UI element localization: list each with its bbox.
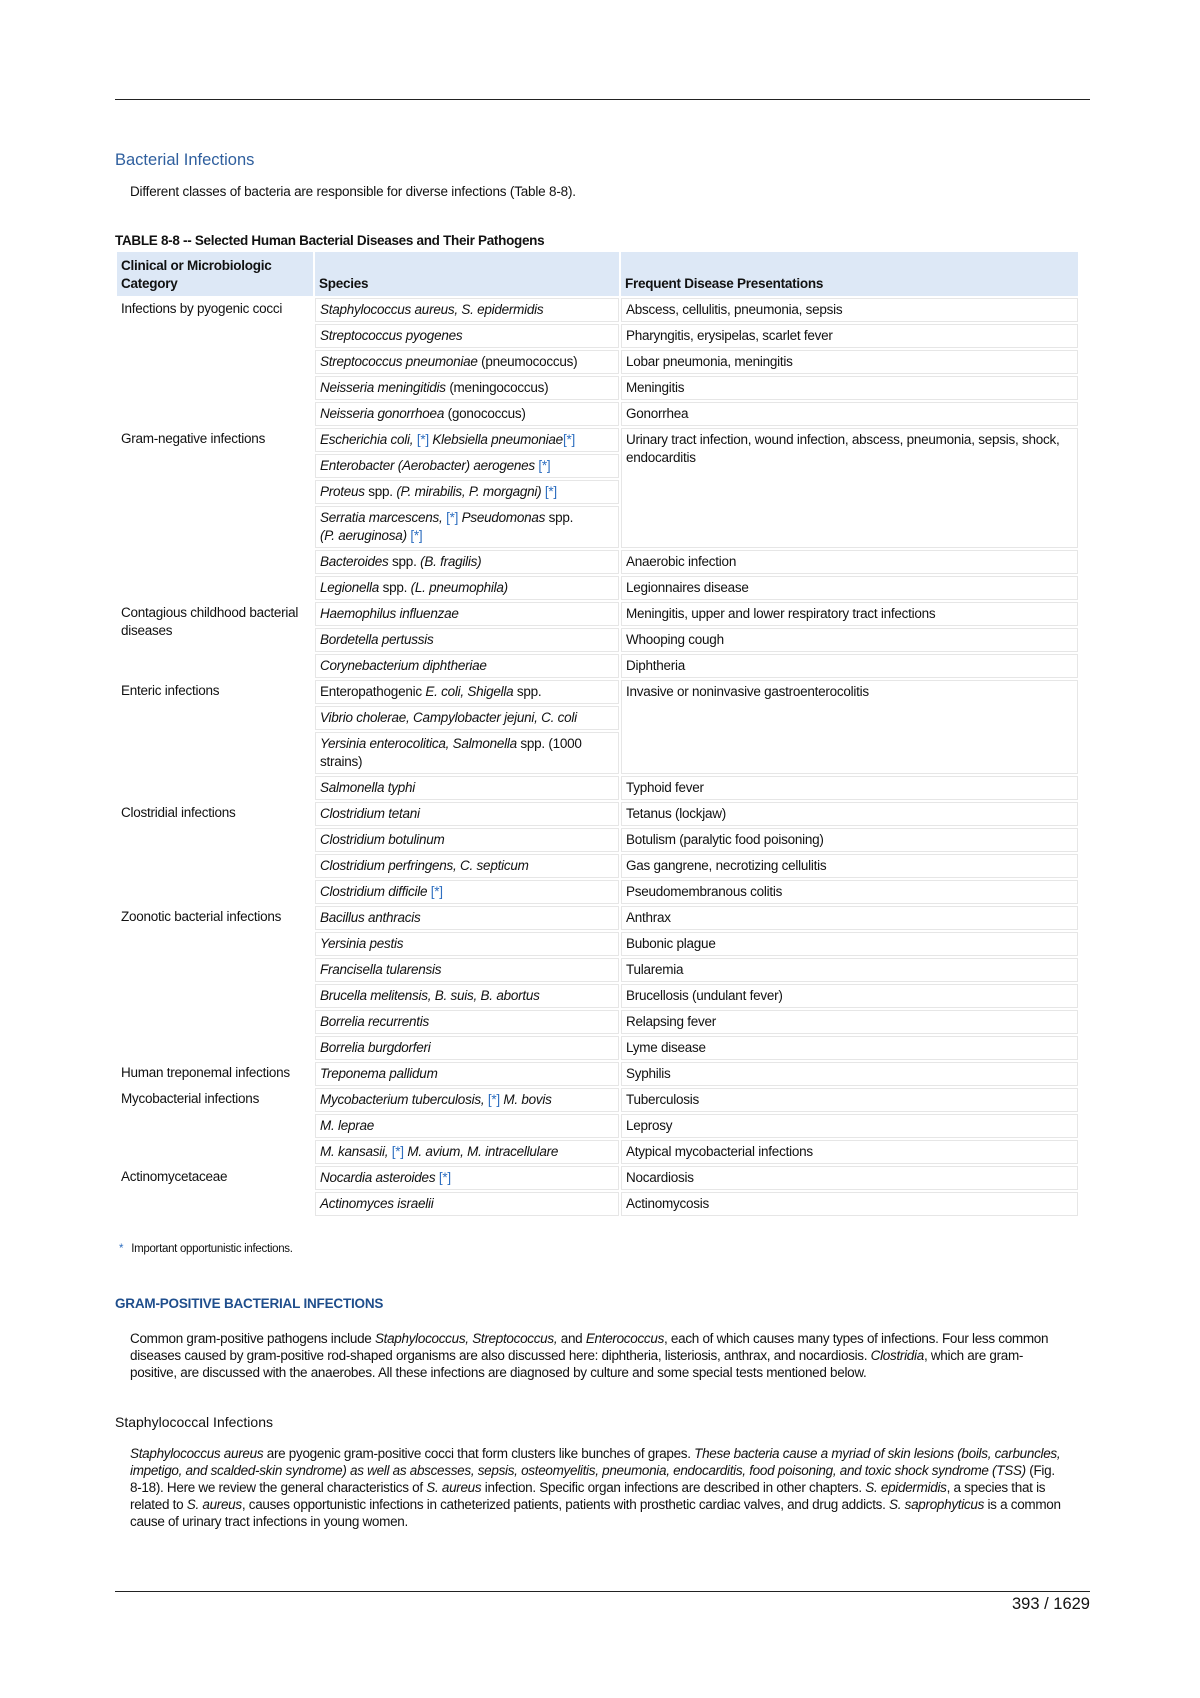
disease-cell: Leprosy: [621, 1114, 1078, 1138]
species-cell: Proteus spp. (P. mirabilis, P. morgagni) [*]: [315, 480, 619, 504]
footnote-ref[interactable]: [*]: [438, 1170, 451, 1185]
species-cell: Clostridium tetani: [315, 802, 619, 826]
table-row: [117, 680, 1078, 704]
table-row: [117, 298, 1078, 322]
table-row: [117, 1166, 1078, 1190]
disease-cell: Anthrax: [621, 906, 1078, 930]
table-row: [117, 802, 1078, 826]
species-cell: Francisella tularensis: [315, 958, 619, 982]
species-cell: Streptococcus pneumoniae (pneumococcus): [315, 350, 619, 374]
disease-cell: Gonorrhea: [621, 402, 1078, 426]
species-cell: Clostridium perfringens, C. septicum: [315, 854, 619, 878]
category-cell: Contagious childhood bacterial diseases: [121, 605, 299, 638]
disease-cell: Legionnaires disease: [621, 576, 1078, 600]
top-rule: [115, 99, 1090, 100]
disease-cell: Gas gangrene, necrotizing cellulitis: [621, 854, 1078, 878]
footnote-ref[interactable]: [*]: [544, 484, 557, 499]
footnote-ref[interactable]: [*]: [391, 1144, 404, 1159]
species-cell: Brucella melitensis, B. suis, B. abortus: [315, 984, 619, 1008]
header-disease: Frequent Disease Presentations: [621, 252, 1078, 296]
disease-cell: Lobar pneumonia, meningitis: [621, 350, 1078, 374]
category-cell: Gram-negative infections: [121, 431, 266, 446]
disease-cell: Relapsing fever: [621, 1010, 1078, 1034]
staphylococcal-paragraph: Staphylococcus aureus are pyogenic gram-positive cocci that form clusters like bunches of grapes. These bacteria cause a myriad of skin lesions (boils, carbuncles, impetigo, and scalded-skin syndrome) as well as abscesses, sepsis, osteomyelitis, pneumonia, endocarditis, food poisoning, and toxic shock syndrome (TSS) (Fig. 8-18). Here we review the general characteristics of S. aureus infection. Specific organ infections are described in other chapters. S. epidermidis, a species that is related to S. aureus, causes opportunistic infections in catheterized patients, patients with prosthetic cardiac valves, and drug addicts. S. saprophyticus is a common cause of urinary tract infections in young women.: [130, 1446, 1061, 1529]
species-cell: Enteropathogenic E. coli, Shigella spp.: [315, 680, 619, 704]
section-title: Bacterial Infections: [115, 151, 255, 169]
species-cell: M. kansasii, [*] M. avium, M. intracellulare: [315, 1140, 619, 1164]
species-cell: Yersinia pestis: [315, 932, 619, 956]
species-cell: Clostridium botulinum: [315, 828, 619, 852]
species-cell: Neisseria gonorrhoea (gonococcus): [315, 402, 619, 426]
disease-cell: Brucellosis (undulant fever): [621, 984, 1078, 1008]
table-link[interactable]: Table 8-8: [514, 184, 568, 199]
footnote-ref[interactable]: [*]: [446, 510, 459, 525]
disease-cell: Tetanus (lockjaw): [621, 802, 1078, 826]
disease-cell: Lyme disease: [621, 1036, 1078, 1060]
table-row: [117, 1062, 1078, 1086]
species-cell: Corynebacterium diphtheriae: [315, 654, 619, 678]
species-cell: Serratia marcescens, [*] Pseudomonas spp. (P. aeruginosa) [*]: [315, 506, 619, 548]
table-row: [117, 428, 1078, 452]
disease-cell: Invasive or noninvasive gastroenterocolitis: [621, 680, 1078, 774]
category-cell: Zoonotic bacterial infections: [121, 909, 282, 924]
bottom-rule: [115, 1591, 1090, 1592]
disease-cell: Whooping cough: [621, 628, 1078, 652]
species-cell: Escherichia coli, [*] Klebsiella pneumoniae[*]: [315, 428, 619, 452]
species-cell: M. leprae: [315, 1114, 619, 1138]
species-cell: Bordetella pertussis: [315, 628, 619, 652]
disease-cell: Anaerobic infection: [621, 550, 1078, 574]
footnote-star[interactable]: *: [119, 1243, 124, 1255]
gram-positive-paragraph: Common gram-positive pathogens include Staphylococcus, Streptococcus, and Enterococcus, each of which causes many types of infections. Four less common diseases caused by gram-positive rod-shaped organisms are also discussed here: diphtheria, listeriosis, anthrax, and nocardiosis. Clostridia, which are gram-positive, are discussed with the anaerobes. All these infections are diagnosed by culture and some special tests mentioned below.: [130, 1331, 1049, 1380]
disease-cell: Syphilis: [621, 1062, 1078, 1086]
disease-cell: Urinary tract infection, wound infection, abscess, pneumonia, sepsis, shock, endocarditis: [621, 428, 1078, 548]
disease-cell: Pseudomembranous colitis: [621, 880, 1078, 904]
disease-cell: Botulism (paralytic food poisoning): [621, 828, 1078, 852]
disease-cell: Nocardiosis: [621, 1166, 1078, 1190]
disease-cell: Meningitis, upper and lower respiratory tract infections: [621, 602, 1078, 626]
species-cell: Borrelia recurrentis: [315, 1010, 619, 1034]
table-row: [117, 1088, 1078, 1112]
disease-cell: Tuberculosis: [621, 1088, 1078, 1112]
species-cell: Actinomyces israelii: [315, 1192, 619, 1216]
disease-cell: Atypical mycobacterial infections: [621, 1140, 1078, 1164]
species-cell: Clostridium difficile [*]: [315, 880, 619, 904]
species-cell: Vibrio cholerae, Campylobacter jejuni, C. coli: [315, 706, 619, 730]
species-cell: Treponema pallidum: [315, 1062, 619, 1086]
footnote-ref[interactable]: [*]: [430, 884, 443, 899]
disease-cell: Actinomycosis: [621, 1192, 1078, 1216]
category-cell: Mycobacterial infections: [121, 1091, 260, 1106]
species-cell: Neisseria meningitidis (meningococcus): [315, 376, 619, 400]
species-cell: Legionella spp. (L. pneumophila): [315, 576, 619, 600]
category-cell: Human treponemal infections: [121, 1065, 290, 1080]
category-cell: Enteric infections: [121, 683, 220, 698]
species-cell: Bacteroides spp. (B. fragilis): [315, 550, 619, 574]
table-header-row: [117, 252, 1078, 296]
species-cell: Nocardia asteroides [*]: [315, 1166, 619, 1190]
gram-positive-heading: GRAM-POSITIVE BACTERIAL INFECTIONS: [115, 1296, 384, 1311]
disease-cell: Abscess, cellulitis, pneumonia, sepsis: [621, 298, 1078, 322]
table-row: [117, 602, 1078, 626]
table-caption: TABLE 8-8 -- Selected Human Bacterial Diseases and Their Pathogens: [115, 233, 545, 248]
disease-cell: Tularemia: [621, 958, 1078, 982]
species-cell: Haemophilus influenzae: [315, 602, 619, 626]
table-footnote: [119, 1243, 293, 1255]
disease-cell: Meningitis: [621, 376, 1078, 400]
disease-cell: Typhoid fever: [621, 776, 1078, 800]
header-species: Species: [315, 252, 619, 296]
footnote-ref[interactable]: [*]: [410, 528, 423, 543]
species-cell: Mycobacterium tuberculosis, [*] M. bovis: [315, 1088, 619, 1112]
intro-text: [130, 184, 576, 199]
disease-cell: Bubonic plague: [621, 932, 1078, 956]
intro-before: Different classes of bacteria are responsible for diverse infections (: [130, 184, 515, 199]
disease-cell: Diphtheria: [621, 654, 1078, 678]
staphylococcal-heading: Staphylococcal Infections: [115, 1414, 273, 1430]
footnote-ref[interactable]: [*]: [487, 1092, 500, 1107]
category-cell: Clostridial infections: [121, 805, 236, 820]
intro-after: ).: [567, 184, 576, 199]
species-cell: Staphylococcus aureus, S. epidermidis: [315, 298, 619, 322]
footnote-ref[interactable]: [*]: [562, 432, 575, 447]
figure-link[interactable]: Fig. 8-18: [130, 1463, 1055, 1495]
species-cell: Salmonella typhi: [315, 776, 619, 800]
species-cell: Streptococcus pyogenes: [315, 324, 619, 348]
page-number: 393 / 1629: [1012, 1595, 1090, 1613]
species-cell: Bacillus anthracis: [315, 906, 619, 930]
disease-cell: Pharyngitis, erysipelas, scarlet fever: [621, 324, 1078, 348]
footnote-text: Important opportunistic infections.: [131, 1243, 293, 1255]
species-cell: Yersinia enterocolitica, Salmonella spp. (1000 strains): [315, 732, 619, 774]
category-cell: Infections by pyogenic cocci: [121, 301, 283, 316]
species-cell: Borrelia burgdorferi: [315, 1036, 619, 1060]
footnote-ref[interactable]: [*]: [538, 458, 551, 473]
category-cell: Actinomycetaceae: [121, 1169, 228, 1184]
header-category: Clinical or Microbiologic Category: [117, 252, 313, 296]
footnote-ref[interactable]: [*]: [416, 432, 429, 447]
table-row: [117, 906, 1078, 930]
bacterial-diseases-table: [115, 250, 1080, 1218]
species-cell: Enterobacter (Aerobacter) aerogenes [*]: [315, 454, 619, 478]
